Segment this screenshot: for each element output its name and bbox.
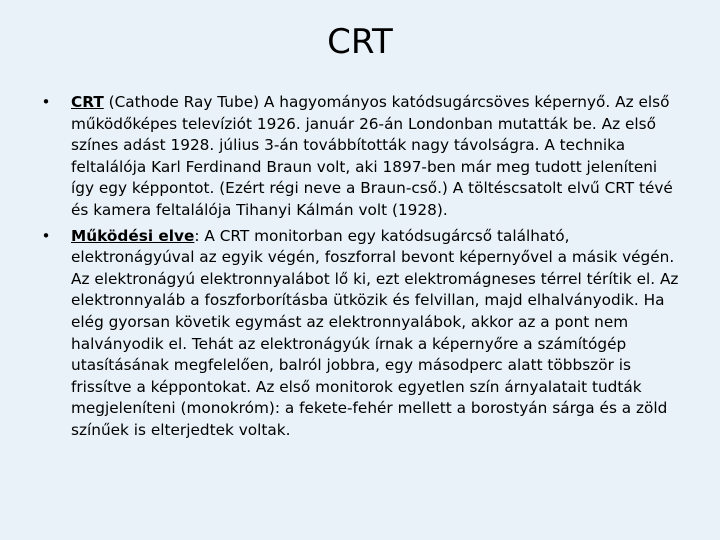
bullet-list xyxy=(36,92,684,446)
bullet-item-mukodesi-elve xyxy=(36,226,684,442)
bullet-lead-crt: CRT xyxy=(71,93,104,111)
bullet-lead-mukodesi-elve: Működési elve xyxy=(71,226,195,245)
bullet-icon: • xyxy=(41,226,51,245)
bullet-icon: • xyxy=(41,93,51,111)
bullet-text-crt: (Cathode Ray Tube) A hagyományos katódsugárcsöves képernyő. Az első működőképes televíziót 1926. január 26-án Londonban mutatták be. Az első színes adást 1928. július 3-án továbbították nagy távolságra. A technika feltalálója Karl Ferdinand Braun volt, aki 1897-ben már meg tudott jeleníteni így egy képpontot. (Ezért régi neve a Braun-cső.) A töltéscsatolt elvű CRT tévé és kamera feltalálója Tihanyi Kálmán volt (1928). xyxy=(71,93,673,219)
slide-title: CRT xyxy=(327,22,393,62)
bullet-text-mukodesi-elve: : A CRT monitorban egy katódsugárcső található, elektronágyúval az egyik végén, foszforral bevont képernyővel a másik végén. Az elektronágyú elektronnyalábot lő ki, ezt elektromágneses térrel térítik el. Az elektronnyaláb a foszforborításba ütközik és felvillan, majd elhalványodik. Ha elég gyorsan követik egymást az elektronnyalábok, akkor az a pont nem halványodik el. Tehát az elektronágyúk írnak a képernyőre a számítógép utasításának megfelelően, balról jobbra, egy másodperc alatt többször is frissítve a képpontokat. Az első monitorok egyetlen szín árnyalatait tudták megjeleníteni (monokróm): a fekete-fehér mellett a borostyán sárga és a zöld színűek is elterjedtek voltak. xyxy=(71,226,679,439)
bullet-item-crt xyxy=(36,92,684,222)
